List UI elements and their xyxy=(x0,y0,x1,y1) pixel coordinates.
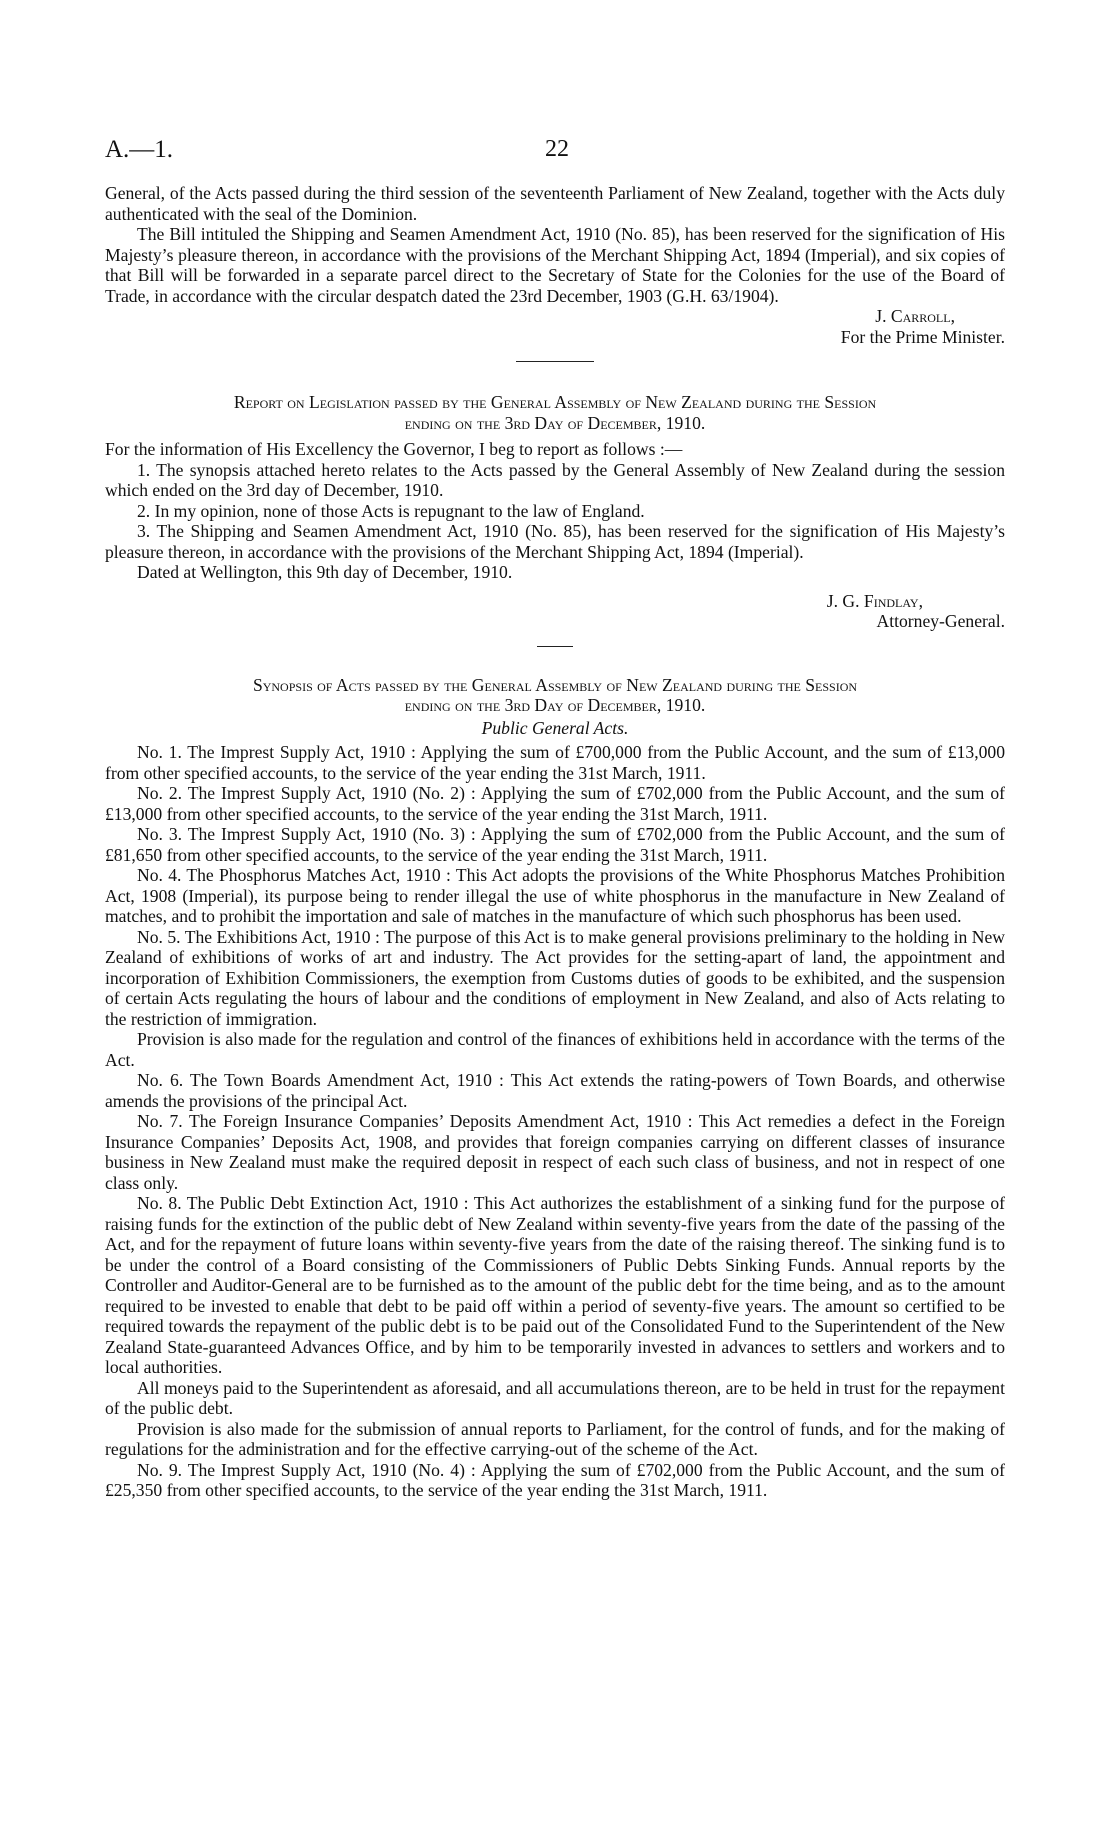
signature-title-prime-minister: For the Prime Minister. xyxy=(840,326,1005,347)
act-paragraph: No. 7. The Foreign Insurance Companies’ Deposits Amendment Act, 1910 : This Act remedies a defect in the Foreign Insurance Companies’ Deposits Act, 1908, and provides that foreign companies carrying on different classes of insurance business in New Zealand must make the required deposit in respect of each such class of business, and not in respect of one class only. xyxy=(105,1111,1005,1193)
document-body xyxy=(105,183,1005,1501)
report-paragraph-3: 3. The Shipping and Seamen Amendment Act, 1910 (No. 85), has been reserved for the signification of His Majesty’s pleasure thereon, in accordance with the provisions of the Merchant Shipping Act, 1894 (Imperial). xyxy=(105,521,1005,562)
top-paragraph-1: General, of the Acts passed during the third session of the seventeenth Parliament of New Zealand, together with the Acts duly authenticated with the seal of the Dominion. xyxy=(105,183,1005,224)
signature-name-findlay: J. G. Findlay, xyxy=(826,590,923,611)
report-paragraph-2: 2. In my opinion, none of those Acts is repugnant to the law of England. xyxy=(137,500,645,521)
act-paragraph: Provision is also made for the regulation and control of the finances of exhibitions held in accordance with the terms of the Act. xyxy=(105,1029,1005,1070)
act-paragraph: Provision is also made for the submission of annual reports to Parliament, for the control of funds, and for the making of regulations for the administration and for the effective carrying-out of the scheme of the Act. xyxy=(105,1418,1005,1459)
report-heading-line-2: ending on the 3rd Day of December, 1910. xyxy=(404,412,706,433)
act-paragraph: No. 9. The Imprest Supply Act, 1910 (No. 4) : Applying the sum of £702,000 from the Public Account, and the sum of £25,350 from other specified accounts, to the service of the year ending the 31st March, 1911. xyxy=(105,1459,1005,1500)
signature-name-carroll: J. Carroll, xyxy=(875,306,955,326)
top-paragraph-2: The Bill intituled the Shipping and Seamen Amendment Act, 1910 (No. 85), has been reserved for the signification of His Majesty’s pleasure thereon, in accordance with the provisions of the Merchant Shipping Act, 1894 (Imperial), and six copies of that Bill will be forwarded in a separate parcel direct to the Secretary of State for the Colonies for the use of the Board of Trade, in accordance with the circular despatch dated the 23rd December, 1903 (G.H. 63/1904). xyxy=(105,224,1005,306)
page-number: 22 xyxy=(545,136,569,162)
act-paragraph: No. 4. The Phosphorus Matches Act, 1910 : This Act adopts the provisions of the White Phosphorus Matches Prohibition Act, 1908 (Imperial), its purpose being to render illegal the use of white phosphorus in the manufacture in New Zealand of matches, and to prohibit the importation and sale of matches in the manufacture of which such phosphorus has been used. xyxy=(105,865,1005,926)
act-paragraph: All moneys paid to the Superintendent as aforesaid, and all accumulations thereon, are to be held in trust for the repayment of the public debt. xyxy=(105,1377,1005,1418)
act-paragraph: No. 3. The Imprest Supply Act, 1910 (No. 3) : Applying the sum of £702,000 from the Public Account, and the sum of £81,650 from other specified accounts, to the service of the year ending the 31st March, 1911. xyxy=(105,824,1005,865)
synopsis-heading-line-2: ending on the 3rd Day of December, 1910. xyxy=(404,695,706,715)
document-code: A.—1. xyxy=(105,136,174,163)
synopsis-subheading: Public General Acts. xyxy=(481,717,629,738)
act-paragraph: No. 5. The Exhibitions Act, 1910 : The purpose of this Act is to make general provisions preliminary to the holding in New Zealand of exhibitions of works of art and industry. The Act provides for the setting-apart of land, the appointment and incorporation of Exhibition Commissioners, the exemption from Customs duties of goods to be exhibited, and the suspension of certain Acts regulating the hours of labour and the conditions of employment in New Zealand, and also of Acts relating to the restriction of immigration. xyxy=(105,926,1005,1029)
report-paragraph-1: 1. The synopsis attached hereto relates to the Acts passed by the General Assembly of New Zealand during the session which ended on the 3rd day of December, 1910. xyxy=(105,459,1005,500)
report-intro: For the information of His Excellency the Governor, I beg to report as follows :— xyxy=(105,439,683,459)
synopsis-heading-line-1: Synopsis of Acts passed by the General Assembly of New Zealand during the Session xyxy=(252,674,858,695)
act-paragraph: No. 1. The Imprest Supply Act, 1910 : Applying the sum of £700,000 from the Public Account, and the sum of £13,000 from other specified accounts, to the service of the year ending the 31st March, 1911. xyxy=(105,742,1005,783)
page-header xyxy=(105,136,1009,168)
report-heading-line-1: Report on Legislation passed by the General Assembly of New Zealand during the Session xyxy=(233,392,877,412)
signature-title-attorney-general: Attorney-General. xyxy=(876,611,1005,631)
report-dated: Dated at Wellington, this 9th day of December, 1910. xyxy=(137,562,513,582)
act-paragraph: No. 6. The Town Boards Amendment Act, 1910 : This Act extends the rating-powers of Town Boards, and otherwise amends the provisions of the principal Act. xyxy=(105,1070,1005,1111)
act-paragraph: No. 8. The Public Debt Extinction Act, 1910 : This Act authorizes the establishment of a sinking fund for the purpose of raising funds for the extinction of the public debt of New Zealand within seventy-five years from the date of the passing of the Act, and for the repayment of future loans within seventy-five years from the date of the raising thereof. The sinking fund is to be under the control of a Board consisting of the Commissioners of Public Debts Sinking Funds. Annual reports by the Controller and Auditor-General are to be furnished as to the amount of the public debt for the time being, and as to the amount required to be invested to enable that debt to be paid off within a period of seventy-five years. The amount so certified to be required towards the repayment of the public debt is to be paid out of the Consolidated Fund to the Superintendent of the New Zealand State-guaranteed Advances Office, and by him to be temporarily invested in advances to settlers and workers and to local authorities. xyxy=(105,1193,1005,1377)
act-paragraph: No. 2. The Imprest Supply Act, 1910 (No. 2) : Applying the sum of £702,000 from the Public Account, and the sum of £13,000 from other specified accounts, to the service of the year ending the 31st March, 1911. xyxy=(105,783,1005,824)
